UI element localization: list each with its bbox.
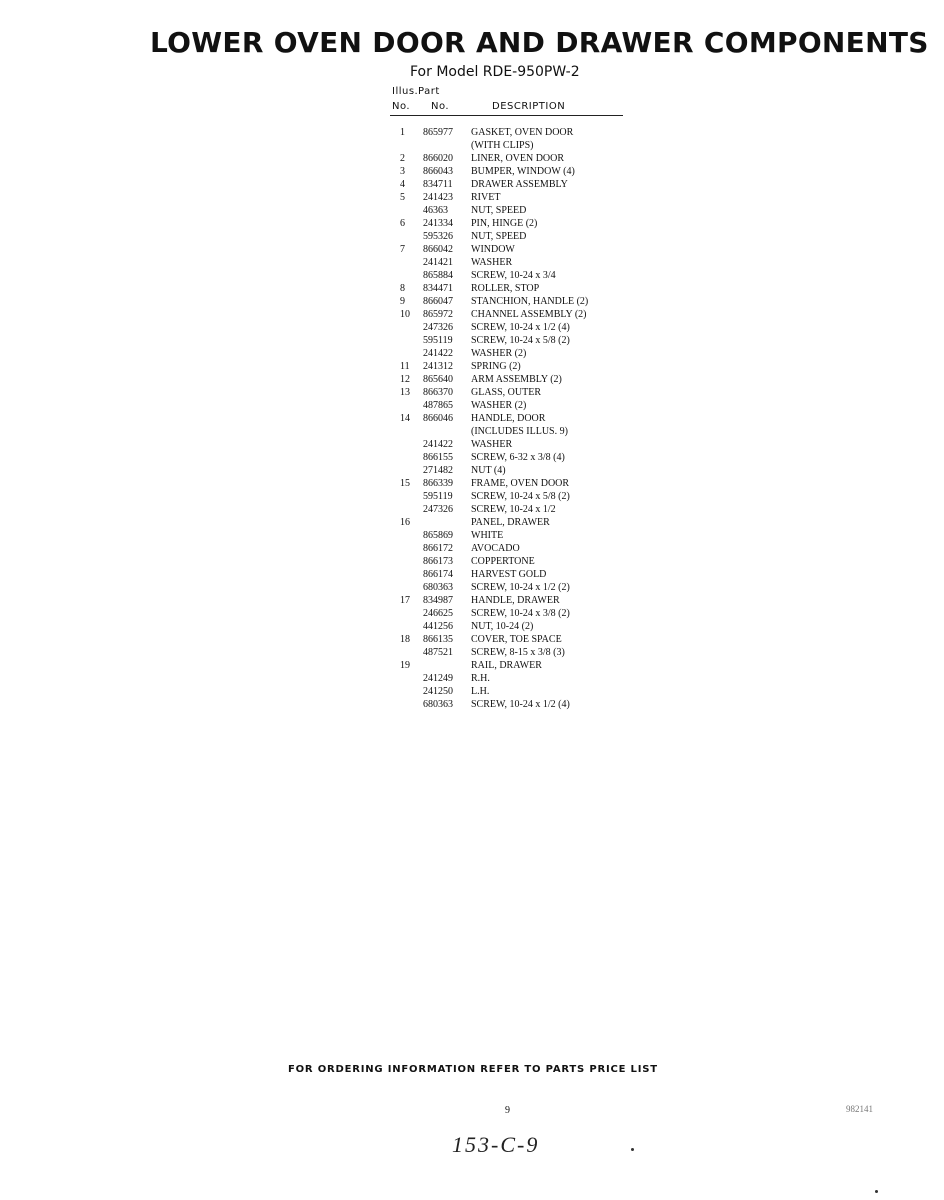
part-description: RIVET xyxy=(471,192,501,203)
part-number: 866174 xyxy=(423,569,453,580)
illus-number: 19 xyxy=(400,660,410,671)
part-description: NUT, 10-24 (2) xyxy=(471,621,534,632)
part-description: SCREW, 10-24 x 3/8 (2) xyxy=(471,608,570,619)
part-number: 487521 xyxy=(423,647,453,658)
illus-number: 1 xyxy=(400,127,405,138)
part-number: 834987 xyxy=(423,595,453,606)
table-row xyxy=(392,620,632,633)
part-description: WINDOW xyxy=(471,244,515,255)
illus-number: 18 xyxy=(400,634,410,645)
table-row xyxy=(392,126,632,139)
part-description: SCREW, 6-32 x 3/8 (4) xyxy=(471,452,565,463)
part-description: FRAME, OVEN DOOR xyxy=(471,478,570,489)
table-row xyxy=(392,698,632,711)
table-row xyxy=(392,568,632,581)
table-row xyxy=(392,646,632,659)
part-number: 680363 xyxy=(423,699,453,710)
illus-number xyxy=(392,529,423,542)
part-number: 834471 xyxy=(423,283,453,294)
part-description: DRAWER ASSEMBLY xyxy=(471,179,568,190)
part-number xyxy=(423,425,471,438)
table-row xyxy=(392,555,632,568)
illus-number xyxy=(392,438,423,451)
table-row xyxy=(392,321,632,334)
table-row xyxy=(392,594,632,607)
table-row xyxy=(392,230,632,243)
part-number: 865640 xyxy=(423,374,453,385)
part-number: 595119 xyxy=(423,335,453,346)
table-row xyxy=(392,672,632,685)
table-row xyxy=(392,295,632,308)
part-description: HARVEST GOLD xyxy=(471,569,547,580)
part-number: 865977 xyxy=(423,127,453,138)
table-row xyxy=(392,269,632,282)
ordering-footer: FOR ORDERING INFORMATION REFER TO PARTS PRICE LIST xyxy=(288,1064,658,1075)
part-description: WASHER xyxy=(471,439,513,450)
part-number xyxy=(423,659,471,672)
illus-number: 10 xyxy=(400,309,410,320)
illus-number xyxy=(392,568,423,581)
illus-number xyxy=(392,464,423,477)
illus-number: 11 xyxy=(400,361,410,372)
table-row xyxy=(392,490,632,503)
table-row xyxy=(392,516,632,529)
handwritten-note: 153-C-9 xyxy=(452,1132,540,1157)
part-description: SCREW, 10-24 x 5/8 (2) xyxy=(471,335,570,346)
table-row xyxy=(392,191,632,204)
part-description: SCREW, 10-24 x 5/8 (2) xyxy=(471,491,570,502)
table-row xyxy=(392,451,632,464)
illus-number xyxy=(392,425,423,438)
part-description: ARM ASSEMBLY (2) xyxy=(471,374,562,385)
part-description: SCREW, 10-24 x 3/4 xyxy=(471,270,556,281)
illus-number xyxy=(392,698,423,711)
part-description: NUT, SPEED xyxy=(471,205,527,216)
part-description: NUT, SPEED xyxy=(471,231,527,242)
part-number: 865972 xyxy=(423,309,453,320)
illus-number xyxy=(392,503,423,516)
part-number: 866046 xyxy=(423,413,453,424)
part-description: L.H. xyxy=(471,686,490,697)
illus-number: 2 xyxy=(400,153,405,164)
part-number: 866047 xyxy=(423,296,453,307)
part-number: 866155 xyxy=(423,452,453,463)
illus-number xyxy=(392,334,423,347)
table-row xyxy=(392,360,632,373)
illus-number xyxy=(392,607,423,620)
illus-number xyxy=(392,230,423,243)
header-no-part: No. xyxy=(431,101,450,112)
part-description: NUT (4) xyxy=(471,465,506,476)
table-row xyxy=(392,607,632,620)
illus-number: 12 xyxy=(400,374,410,385)
part-number: 241422 xyxy=(423,439,453,450)
part-number: 241250 xyxy=(423,686,453,697)
illus-number xyxy=(392,399,423,412)
illus-number xyxy=(392,204,423,217)
table-row xyxy=(392,165,632,178)
part-number: 866370 xyxy=(423,387,453,398)
header-rule xyxy=(390,115,623,116)
part-number: 595119 xyxy=(423,491,453,502)
part-number: 46363 xyxy=(423,205,448,216)
part-description: RAIL, DRAWER xyxy=(471,660,542,671)
illus-number: 5 xyxy=(400,192,405,203)
model-subtitle: For Model RDE-950PW-2 xyxy=(410,64,580,80)
illus-number xyxy=(392,490,423,503)
illus-number xyxy=(392,347,423,360)
part-description: SCREW, 10-24 x 1/2 xyxy=(471,504,556,515)
table-row xyxy=(392,464,632,477)
part-description: STANCHION, HANDLE (2) xyxy=(471,296,589,307)
table-row xyxy=(392,529,632,542)
table-row xyxy=(392,659,632,672)
illus-number xyxy=(392,555,423,568)
part-description: SCREW, 10-24 x 1/2 (4) xyxy=(471,322,570,333)
parts-list xyxy=(392,126,632,711)
part-description: SCREW, 10-24 x 1/2 (2) xyxy=(471,582,570,593)
illus-number: 14 xyxy=(400,413,410,424)
part-number: 866043 xyxy=(423,166,453,177)
illus-number: 3 xyxy=(400,166,405,177)
illus-number xyxy=(392,581,423,594)
illus-number: 9 xyxy=(400,296,405,307)
table-row xyxy=(392,373,632,386)
part-number: 595326 xyxy=(423,231,453,242)
part-number: 271482 xyxy=(423,465,453,476)
illus-number: 7 xyxy=(400,244,405,255)
part-description: GLASS, OUTER xyxy=(471,387,542,398)
part-number: 247326 xyxy=(423,322,453,333)
part-number: 680363 xyxy=(423,582,453,593)
part-number: 241249 xyxy=(423,673,453,684)
part-description: WASHER xyxy=(471,257,513,268)
part-description: SCREW, 8-15 x 3/8 (3) xyxy=(471,647,565,658)
illus-number xyxy=(392,139,423,152)
part-description: WHITE xyxy=(471,530,504,541)
part-description: HANDLE, DRAWER xyxy=(471,595,560,606)
part-description: COVER, TOE SPACE xyxy=(471,634,562,645)
part-number: 241421 xyxy=(423,257,453,268)
illus-number xyxy=(392,672,423,685)
illus-number: 13 xyxy=(400,387,410,398)
part-description: LINER, OVEN DOOR xyxy=(471,153,565,164)
part-number: 241334 xyxy=(423,218,453,229)
table-row xyxy=(392,256,632,269)
table-row xyxy=(392,347,632,360)
page-title: LOWER OVEN DOOR AND DRAWER COMPONENTS xyxy=(150,26,929,59)
part-description: COPPERTONE xyxy=(471,556,535,567)
part-number: 487865 xyxy=(423,400,453,411)
part-description: WASHER (2) xyxy=(471,348,527,359)
part-number: 247326 xyxy=(423,504,453,515)
table-row xyxy=(392,204,632,217)
part-number: 246625 xyxy=(423,608,453,619)
part-number: 866042 xyxy=(423,244,453,255)
speck xyxy=(875,1190,878,1193)
illus-number: 15 xyxy=(400,478,410,489)
table-row xyxy=(392,243,632,256)
part-description: ROLLER, STOP xyxy=(471,283,540,294)
part-description: (WITH CLIPS) xyxy=(471,140,534,151)
part-number xyxy=(423,516,471,529)
table-row xyxy=(392,334,632,347)
illus-number: 17 xyxy=(400,595,410,606)
table-row xyxy=(392,581,632,594)
table-row xyxy=(392,633,632,646)
table-row xyxy=(392,438,632,451)
table-row xyxy=(392,685,632,698)
part-number: 866135 xyxy=(423,634,453,645)
table-row xyxy=(392,386,632,399)
part-description: AVOCADO xyxy=(471,543,520,554)
table-row xyxy=(392,139,632,152)
illus-number xyxy=(392,646,423,659)
part-number: 441256 xyxy=(423,621,453,632)
table-row xyxy=(392,542,632,555)
speck xyxy=(631,1148,634,1151)
table-row xyxy=(392,399,632,412)
part-number: 834711 xyxy=(423,179,453,190)
part-description: HANDLE, DOOR xyxy=(471,413,546,424)
header-no-illus: No. xyxy=(392,101,411,112)
table-row xyxy=(392,477,632,490)
table-row xyxy=(392,282,632,295)
part-description: PANEL, DRAWER xyxy=(471,517,550,528)
part-number: 866173 xyxy=(423,556,453,567)
illus-number xyxy=(392,321,423,334)
table-row xyxy=(392,217,632,230)
part-number: 865884 xyxy=(423,270,453,281)
part-description: PIN, HINGE (2) xyxy=(471,218,538,229)
illus-number: 4 xyxy=(400,179,405,190)
header-illus: Illus. xyxy=(392,86,419,97)
part-number: 866172 xyxy=(423,543,453,554)
part-description: CHANNEL ASSEMBLY (2) xyxy=(471,309,587,320)
illus-number xyxy=(392,269,423,282)
part-number: 241422 xyxy=(423,348,453,359)
illus-number xyxy=(392,542,423,555)
table-row xyxy=(392,503,632,516)
corner-code: 982141 xyxy=(846,1104,873,1114)
part-description: WASHER (2) xyxy=(471,400,527,411)
part-description: SCREW, 10-24 x 1/2 (4) xyxy=(471,699,570,710)
illus-number xyxy=(392,620,423,633)
illus-number xyxy=(392,685,423,698)
table-row xyxy=(392,308,632,321)
header-part: Part xyxy=(418,86,440,97)
table-row xyxy=(392,178,632,191)
part-description: BUMPER, WINDOW (4) xyxy=(471,166,575,177)
illus-number xyxy=(392,451,423,464)
part-description: SPRING (2) xyxy=(471,361,521,372)
illus-number: 16 xyxy=(400,517,410,528)
part-number: 241423 xyxy=(423,192,453,203)
illus-number: 6 xyxy=(400,218,405,229)
illus-number xyxy=(392,256,423,269)
page-number: 9 xyxy=(505,1105,510,1116)
part-number xyxy=(423,139,471,152)
part-number: 866020 xyxy=(423,153,453,164)
table-row xyxy=(392,152,632,165)
part-description: GASKET, OVEN DOOR xyxy=(471,127,574,138)
part-number: 241312 xyxy=(423,361,453,372)
part-number: 865869 xyxy=(423,530,453,541)
table-row xyxy=(392,425,632,438)
part-description: (INCLUDES ILLUS. 9) xyxy=(471,426,568,437)
part-number: 866339 xyxy=(423,478,453,489)
part-description: R.H. xyxy=(471,673,490,684)
header-description: DESCRIPTION xyxy=(492,101,566,112)
illus-number: 8 xyxy=(400,283,405,294)
table-row xyxy=(392,412,632,425)
